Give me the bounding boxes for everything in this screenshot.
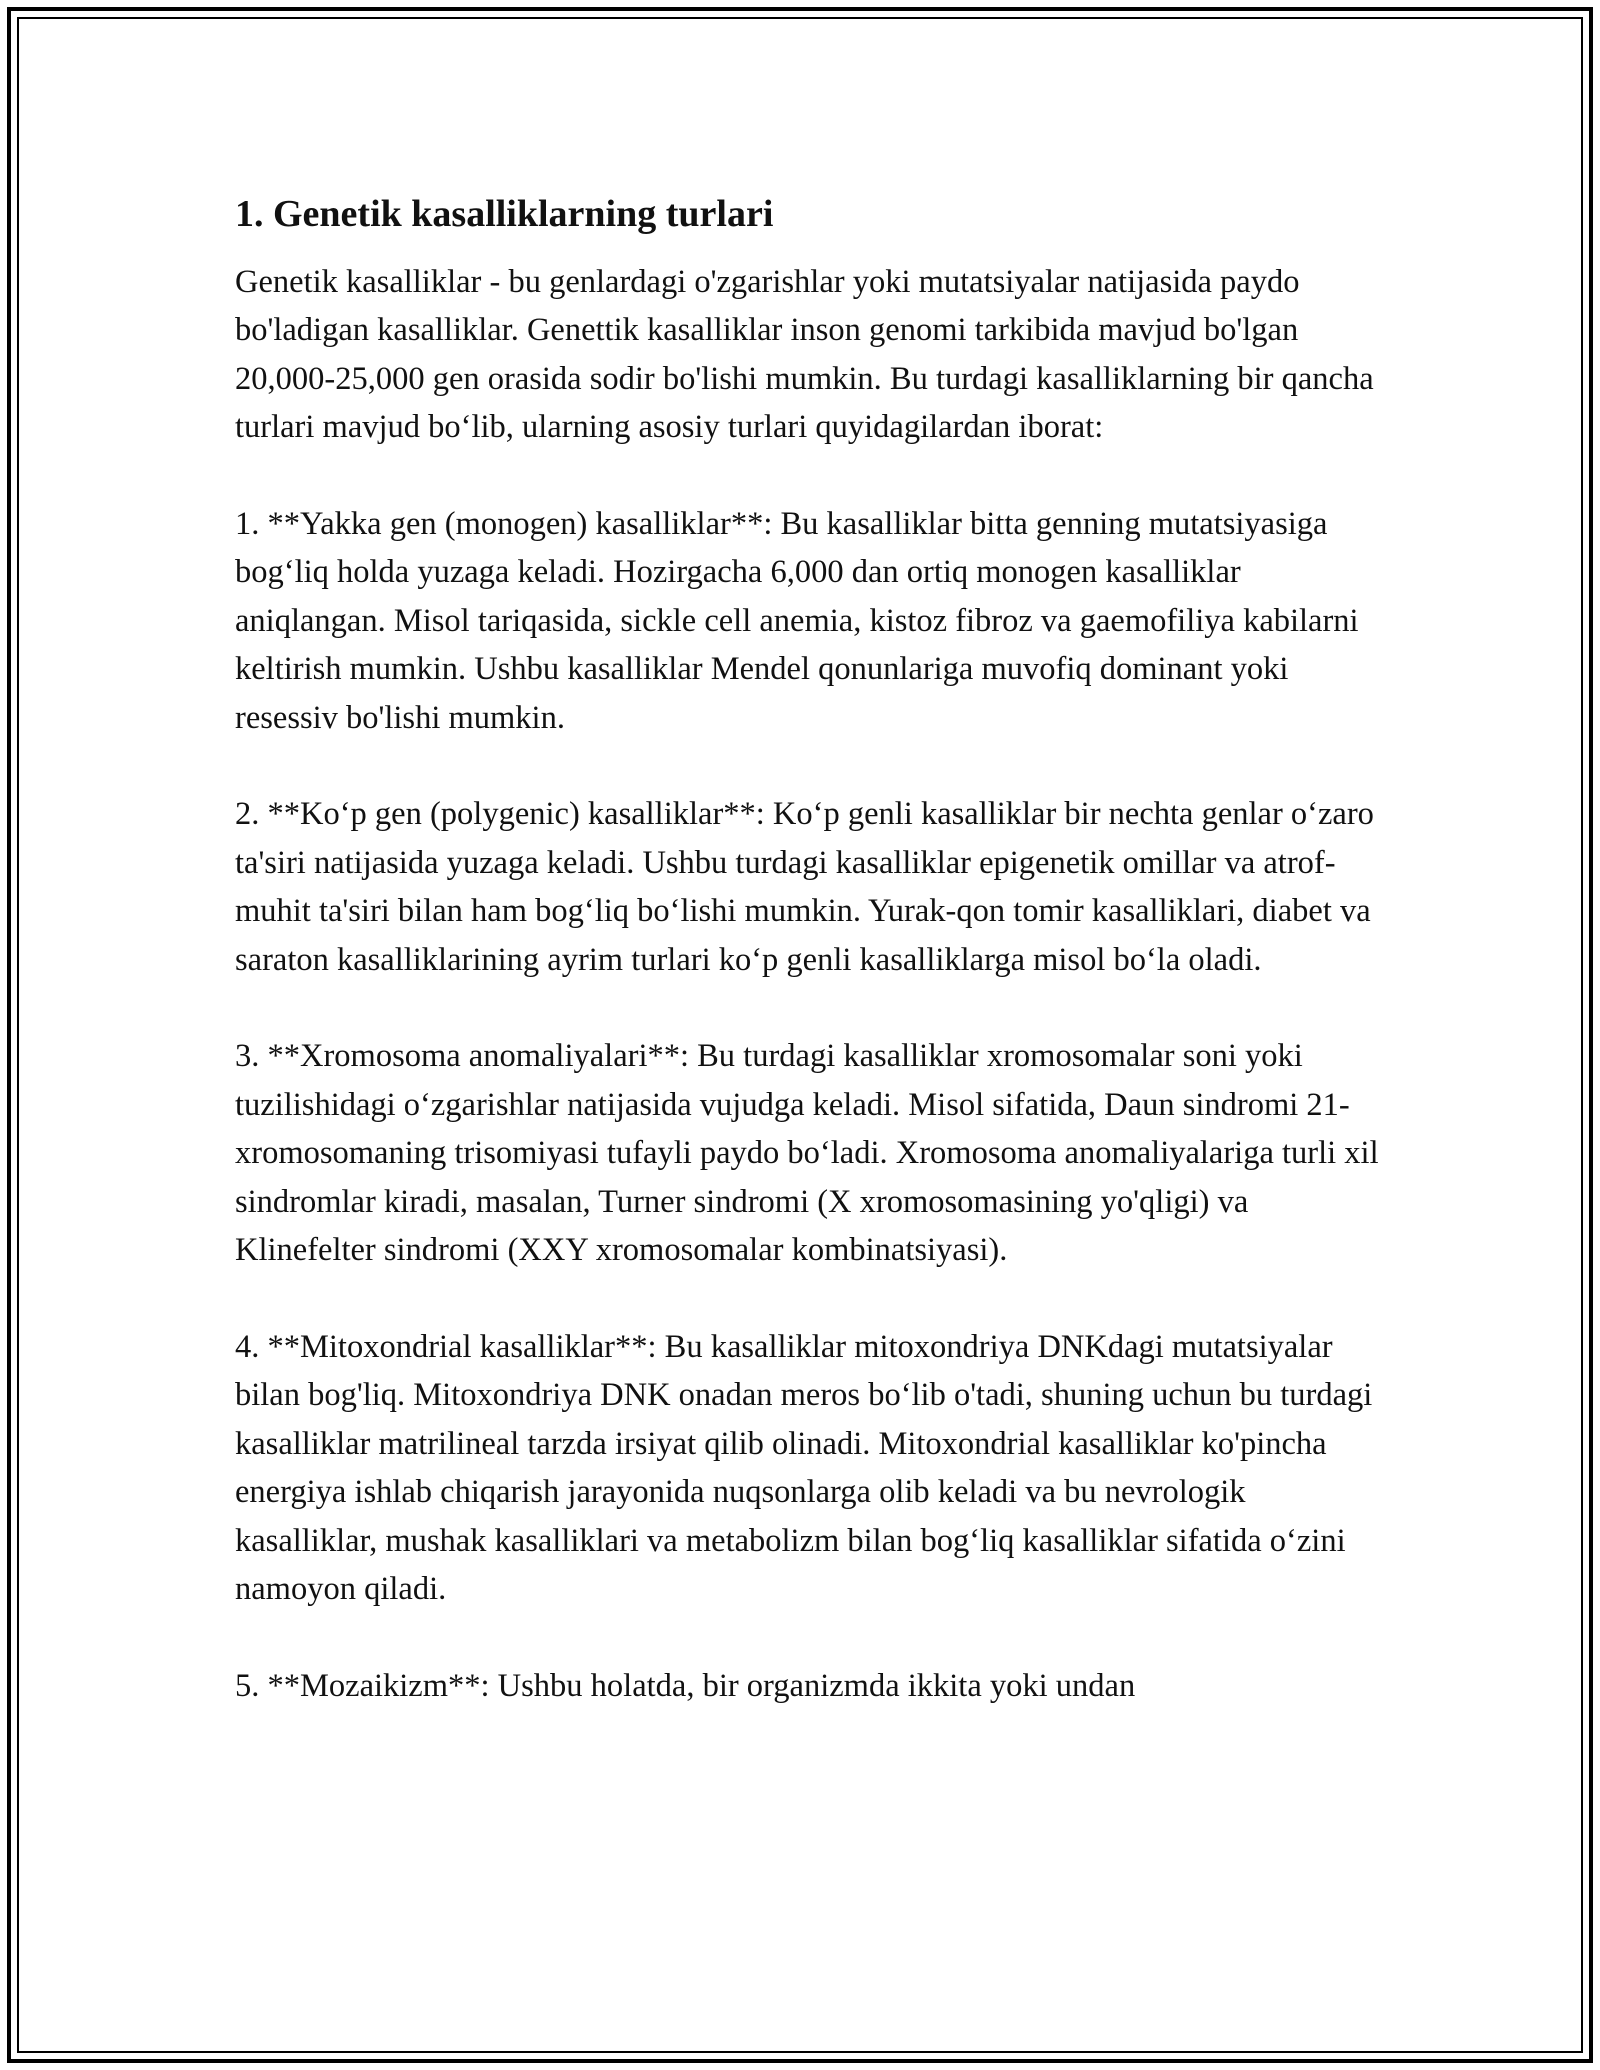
chromosomal-paragraph: 3. **Xromosoma anomaliyalari**: Bu turdagi kasalliklar xromosomalar soni yoki tuzilishidagi o‘zgarishlar natijasida vujudga keladi. Misol sifatida, Daun sindromi 21-xromosomaning trisomiyasi tufayli paydo bo‘ladi. Xromosoma anomaliyalariga turli xil sindromlar kiradi, masalan, Turner sindromi (X xromosomasining yo'qligi) va Klinefelter sindromi (XXY xromosomalar kombinatsiyasi). [235, 1038, 1379, 1269]
mitochondrial-paragraph: 4. **Mitoxondrial kasalliklar**: Bu kasalliklar mitoxondriya DNKdagi mutatsiyalar bilan bog'liq. Mitoxondriya DNK onadan meros bo‘lib o'tadi, shuning uchun bu turdagi kasalliklar matrilineal tarzda irsiyat qilib olinadi. Mitoxondrial kasalliklar ko'pincha energiya ishlab chiqarish jarayonida nuqsonlarga olib keladi va bu nevrologik kasalliklar, mushak kasalliklari va metabolizm bilan bog‘liq kasalliklar sifatida o‘zini namoyon qiladi. [235, 1328, 1373, 1607]
document-body [235, 188, 1385, 1759]
polygenic-paragraph: 2. **Ko‘p gen (polygenic) kasalliklar**: Ko‘p genli kasalliklar bir nechta genlar o‘zaro ta'siri natijasida yuzaga keladi. Ushbu turdagi kasalliklar epigenetik omillar va atrof-muhit ta'siri bilan ham bog‘liq bo‘lishi mumkin. Yurak-qon tomir kasalliklari, diabet va saraton kasalliklarining ayrim turlari ko‘p genli kasalliklarga misol bo‘la oladi. [235, 796, 1374, 978]
intro-paragraph: Genetik kasalliklar - bu genlardagi o'zgarishlar yoki mutatsiyalar natijasida paydo bo'ladigan kasalliklar. Genettik kasalliklar inson genomi tarkibida mavjud bo'lgan 20,000-25,000 gen orasida sodir bo'lishi mumkin. Bu turdagi kasalliklarning bir qancha turlari mavjud bo‘lib, ularning asosiy turlari quyidagilardan iborat: [235, 264, 1374, 446]
section-heading: 1. Genetik kasalliklarning turlari [235, 193, 774, 235]
mosaicism-paragraph: 5. **Mozaikizm**: Ushbu holatda, bir organizmda ikkita yoki undan [235, 1667, 1136, 1704]
monogenic-paragraph: 1. **Yakka gen (monogen) kasalliklar**: Bu kasalliklar bitta genning mutatsiyasiga bog‘liq holda yuzaga keladi. Hozirgacha 6,000 dan ortiq monogen kasalliklar aniqlangan. Misol tariqasida, sickle cell anemia, kistoz fibroz va gaemofiliya kabilarni keltirish mumkin. Ushbu kasalliklar Mendel qonunlariga muvofiq dominant yoki resessiv bo'lishi mumkin. [235, 506, 1359, 736]
